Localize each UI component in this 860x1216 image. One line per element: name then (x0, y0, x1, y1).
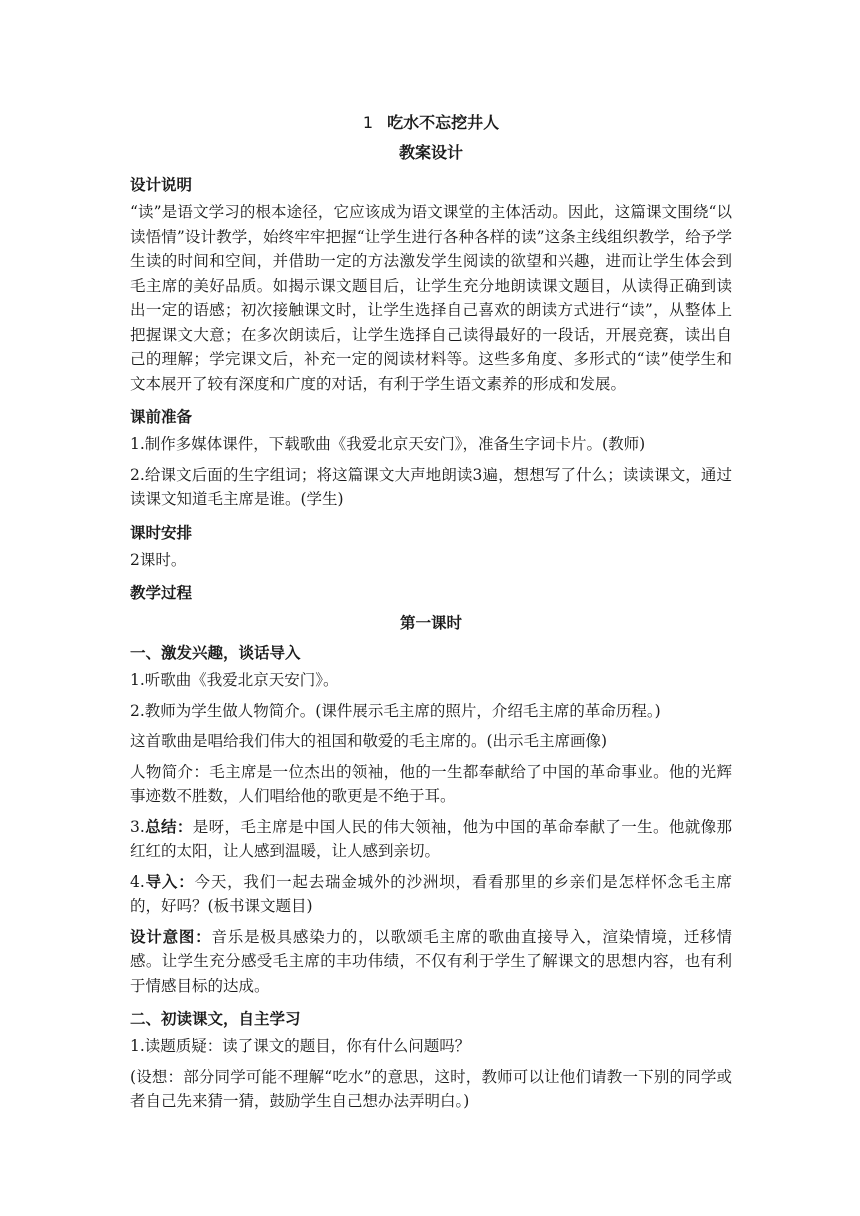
preparation-heading: 课前准备 (130, 408, 193, 426)
schedule-heading: 课时安排 (130, 523, 193, 542)
section2-p1: 1.读题质疑：读了课文的题目，你有什么问题吗？ (130, 1037, 471, 1055)
section1-p7 (130, 925, 732, 999)
schedule-body: 2课时。 (130, 550, 187, 569)
process-heading: 教学过程 (130, 584, 193, 602)
section1-p2: 2.教师为学生做人物简介。(课件展示毛主席的照片，介绍毛主席的革命历程。) (130, 701, 661, 720)
design-intent-text: 音乐是极具感染力的，以歌颂毛主席的歌曲直接导入，渲染情境，迁移情感。让学生充分感受毛主席的丰功伟绩，不仅有利于学生了解课文的思想内容，也有利于情感目标的达成。 (130, 927, 732, 995)
section1-p6 (130, 870, 732, 919)
document-page (130, 110, 732, 1114)
preparation-item-2: 2.给课文后面的生字组词；将这篇课文大声地朗读3遍，想想写了什么；读读课文，通过读课文知道毛主席是谁。(学生) (130, 465, 732, 508)
summary-text: 是呀，毛主席是中国人民的伟大领袖，他为中国的革命奉献了一生。他就像那红红的太阳，让人感到温暖，让人感到亲切。 (130, 817, 732, 860)
lesson-title-text: 吃水不忘挖井人 (387, 113, 500, 132)
intro-label: 导入： (144, 872, 195, 891)
design-note-heading: 设计说明 (130, 176, 193, 194)
design-note-body: “读”是语文学习的根本途径，它应该成为语文课堂的主体活动。因此，这篇课文围绕“以读悟情”设计教学，始终牢牢把握“让学生进行各种各样的读”这条主线组织教学，给予学生读的时间和空间，并借助一定的方法激发学生阅读的欲望和兴趣，进而让学生体会到毛主席的美好品质。如揭示课文题目后，让学生充分地朗读课文题目，从读得正确到读出一定的语感；初次接触课文时，让学生选择自己喜欢的朗读方式进行“读”，从整体上把握课文大意；在多次朗读后，让学生选择自己读得最好的一段话，开展竞赛，读出自己的理解；学完课文后，补充一定的阅读材料等。这些多角度、多形式的“读”使学生和文本展开了较有深度和广度的对话，有利于学生语文素养的形成和发展。 (130, 203, 732, 393)
document-subtitle: 教案设计 (398, 143, 463, 162)
section1-p1: 1.听歌曲《我爱北京天安门》。 (130, 671, 339, 689)
preparation-item-1: 1.制作多媒体课件，下载歌曲《我爱北京天安门》，准备生字词卡片。(教师) (130, 435, 646, 453)
design-intent-label: 设计意图： (130, 927, 212, 946)
lesson-number: 1 (362, 113, 374, 132)
lesson-title (130, 110, 732, 136)
summary-label: 总结： (144, 817, 193, 836)
intro-text: 今天，我们一起去瑞金城外的沙洲坝，看看那里的乡亲们是怎样怀念毛主席的，好吗？(板书课文题目) (130, 872, 732, 915)
section1-p4: 人物简介：毛主席是一位杰出的领袖，他的一生都奉献给了中国的革命事业。他的光辉事迹数不胜数，人们唱给他的歌更是不绝于耳。 (130, 762, 732, 805)
section2-heading: 二、初读课文，自主学习 (130, 1010, 301, 1028)
section1-p3: 这首歌曲是唱给我们伟大的祖国和敬爱的毛主席的。(出示毛主席画像) (130, 732, 608, 750)
section1-p5 (130, 815, 732, 864)
section2-p2: (设想：部分同学可能不理解“吃水”的意思，这时，教师可以让他们请教一下别的同学或者自己先来猜一猜，鼓励学生自己想办法弄明白。) (130, 1067, 732, 1110)
intro-number: 4. (130, 872, 145, 891)
summary-number: 3. (130, 817, 145, 836)
first-lesson-heading: 第一课时 (399, 614, 462, 632)
section1-heading: 一、激发兴趣，谈话导入 (130, 644, 301, 662)
